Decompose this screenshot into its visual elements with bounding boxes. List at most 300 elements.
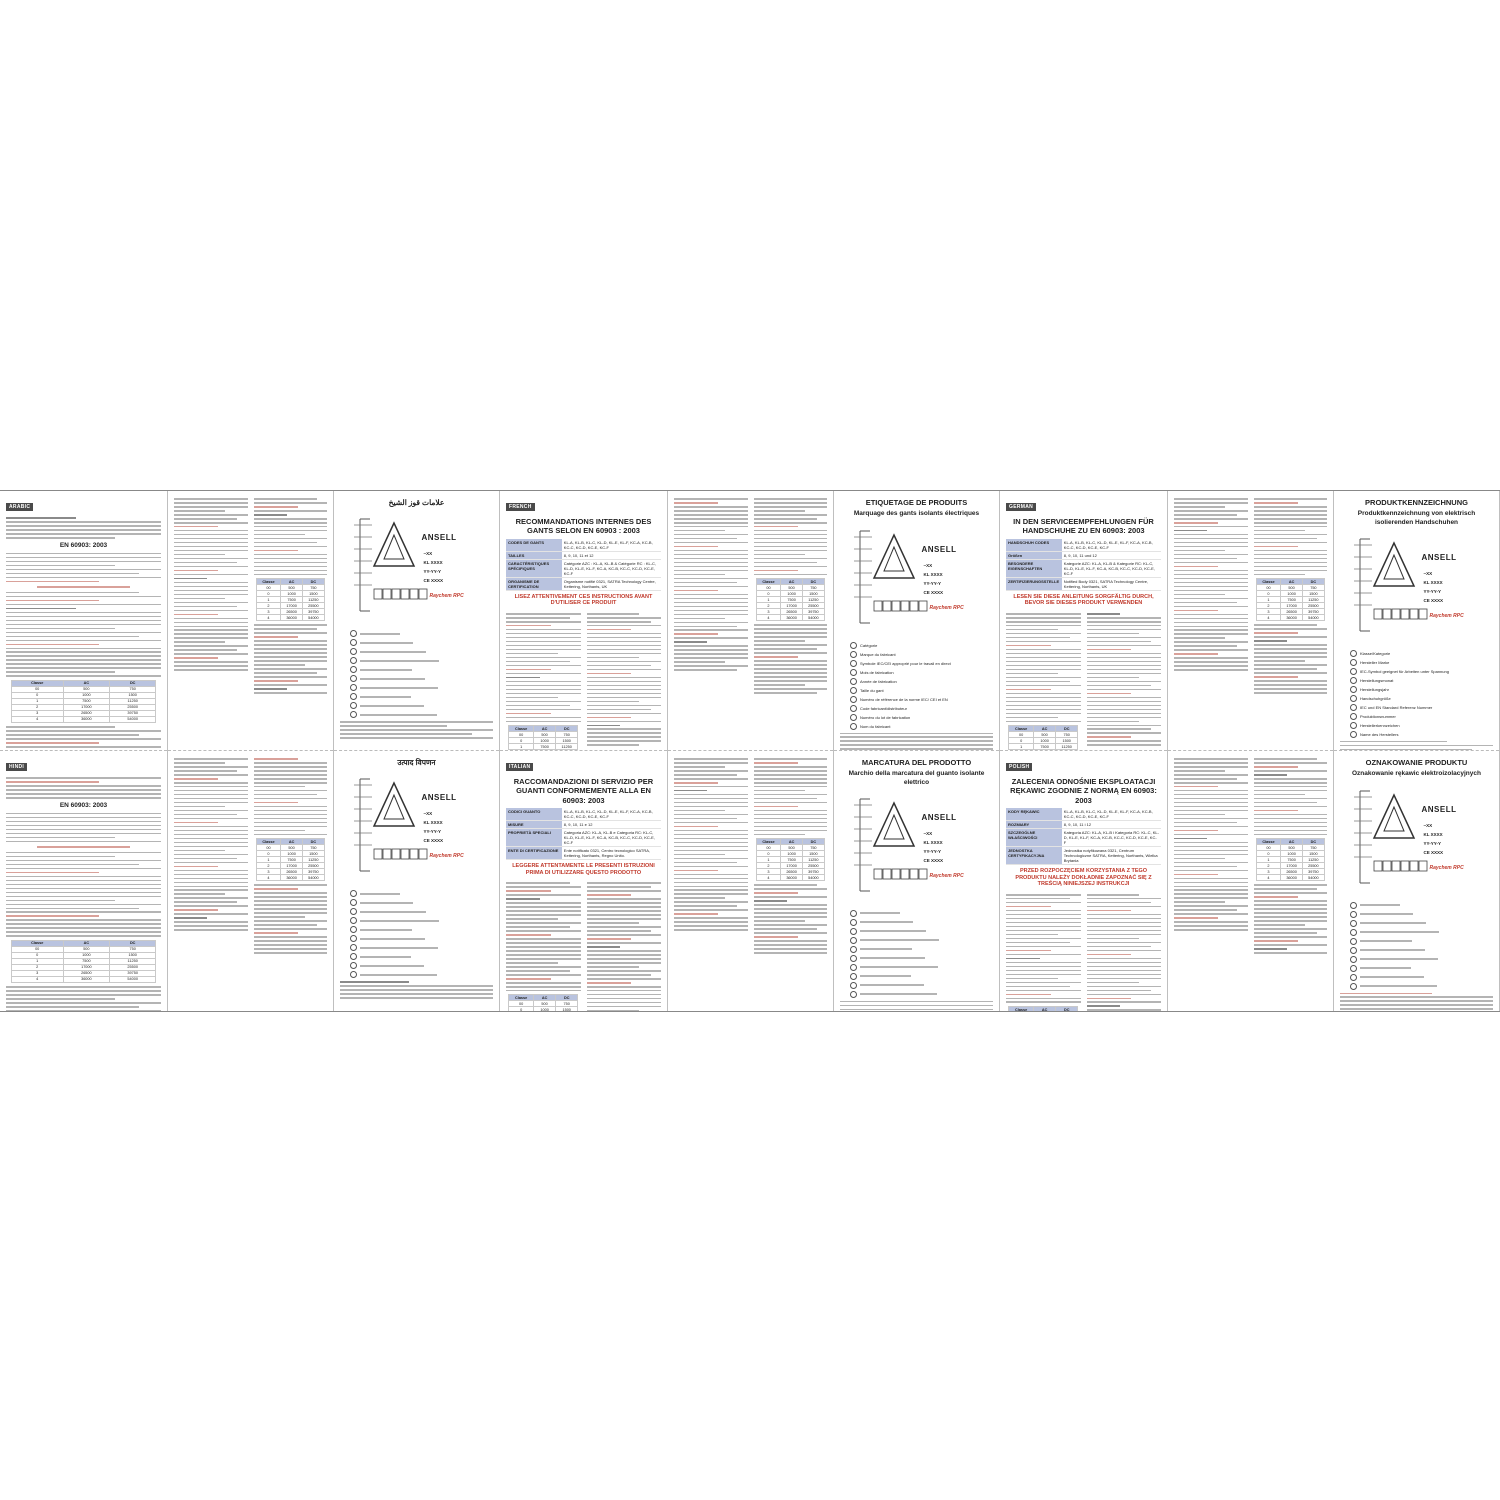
text-column	[506, 879, 581, 1011]
table-cell: 36000	[63, 716, 109, 722]
glove-label-diagram	[352, 511, 482, 626]
text-line	[1006, 926, 1081, 928]
legend-item	[1350, 947, 1493, 954]
text-line	[1174, 534, 1248, 536]
text-line	[1174, 798, 1248, 800]
text-line	[506, 886, 581, 888]
text-line	[174, 582, 248, 584]
text-line	[674, 866, 748, 868]
text-line	[754, 506, 828, 508]
text-line	[1006, 970, 1081, 972]
text-line	[1340, 996, 1493, 998]
table-cell: 4	[256, 615, 281, 621]
text-line	[6, 667, 161, 669]
legend-marker-icon	[350, 899, 357, 906]
text-line	[1174, 886, 1248, 888]
panel-bottom-section	[500, 751, 667, 1011]
text-line	[6, 1006, 139, 1008]
text-line	[174, 889, 248, 891]
text-line	[1174, 538, 1248, 540]
table-cell: 1	[756, 597, 781, 603]
text-line	[1087, 982, 1139, 984]
table-header: DC	[110, 680, 156, 686]
text-line	[587, 669, 662, 671]
text-line	[674, 574, 725, 576]
label-subtitle: Produktkennzeichnung von elektrisch isolierenden Handschuhen	[1357, 510, 1476, 526]
text-line	[1006, 629, 1058, 631]
text-line	[1006, 938, 1081, 940]
glove-label-diagram	[1352, 783, 1482, 898]
text-block	[6, 726, 161, 751]
label-legend	[350, 630, 493, 718]
label-drawing	[1352, 531, 1482, 646]
legend-marker-icon	[850, 937, 857, 944]
live-working-triangle-icon	[874, 803, 914, 846]
label-mark: ~XX	[923, 830, 933, 836]
text-line	[1006, 665, 1081, 667]
table-cell: 1500	[1302, 851, 1324, 857]
legend-text: Numéro de référence de la norme IEC/ CEI et EN	[860, 696, 948, 702]
legend-item	[350, 666, 493, 673]
text-line	[754, 916, 828, 918]
legend-item	[350, 935, 493, 942]
text-line	[254, 834, 328, 836]
table-cell: 2	[11, 964, 63, 970]
legend-item	[1350, 713, 1493, 720]
text-line	[1254, 664, 1328, 666]
text-line	[506, 705, 570, 707]
text-line	[174, 905, 248, 907]
text-line	[174, 925, 248, 927]
text-line	[674, 917, 748, 919]
table-cell: 3	[756, 869, 781, 875]
label-subtitle: Marchio della marcatura del guanto isolante elettrico	[848, 770, 985, 786]
table-cell: 1500	[1056, 738, 1078, 744]
text-block	[340, 721, 493, 739]
text-line	[1087, 661, 1162, 663]
text-line	[6, 797, 161, 799]
table-cell: 1000	[63, 952, 109, 958]
text-line	[1254, 644, 1328, 646]
table-cell: 0	[11, 952, 63, 958]
text-line	[1174, 901, 1225, 903]
warning-line	[37, 846, 130, 848]
text-line	[6, 561, 161, 563]
text-line	[6, 876, 161, 878]
text-line	[506, 978, 551, 980]
text-line	[1174, 629, 1248, 631]
table-row	[509, 1007, 578, 1011]
text-line	[340, 997, 493, 999]
table-cell: 1500	[302, 851, 324, 857]
text-line	[840, 1005, 993, 1007]
text-line	[1087, 689, 1162, 691]
legend-item	[1350, 902, 1493, 909]
table-cell: 500	[781, 585, 803, 591]
text-line	[1006, 721, 1081, 723]
table-cell: 1000	[1281, 591, 1303, 597]
text-line	[254, 692, 328, 694]
text-line	[754, 656, 798, 658]
table-header: DC	[802, 579, 824, 585]
text-line	[754, 526, 798, 528]
text-line	[1006, 625, 1081, 627]
text-line	[754, 546, 828, 548]
text-line	[1254, 498, 1328, 500]
text-line	[1087, 894, 1139, 896]
table-cell: 2	[1256, 863, 1281, 869]
text-line	[1174, 830, 1218, 832]
text-line	[674, 614, 748, 616]
panel-column	[168, 491, 334, 1011]
text-line	[254, 570, 328, 572]
text-line	[6, 557, 161, 559]
text-line	[254, 822, 328, 824]
text-line	[754, 664, 828, 666]
text-line	[1174, 578, 1248, 580]
table-header: AC	[534, 726, 556, 732]
text-column	[674, 755, 748, 956]
legend-item	[1350, 731, 1493, 738]
table-cell: 750	[1056, 732, 1078, 738]
legend-item	[850, 678, 993, 685]
text-line	[506, 709, 581, 711]
table-cell: 500	[534, 1001, 556, 1007]
text-line	[1174, 554, 1248, 556]
codes-row	[506, 808, 661, 821]
text-line	[1087, 693, 1132, 695]
text-line	[587, 934, 662, 936]
text-line	[674, 826, 718, 828]
legend-marker-icon	[850, 705, 857, 712]
table-cell: 54000	[110, 716, 156, 722]
table-row	[756, 875, 824, 881]
legend-marker-icon	[350, 971, 357, 978]
text-line	[1006, 681, 1070, 683]
codes-row	[1006, 847, 1161, 865]
legend-marker-icon	[850, 964, 857, 971]
text-line	[674, 878, 748, 880]
table-header: DC	[1302, 839, 1324, 845]
table-cell: 0	[11, 692, 63, 698]
text-line	[587, 966, 639, 968]
legend-marker-icon	[850, 973, 857, 980]
text-line	[674, 538, 737, 540]
legend-item	[1350, 965, 1493, 972]
legend-marker-icon	[850, 660, 857, 667]
label-mark: ~XX	[1423, 570, 1433, 576]
text-line	[506, 918, 558, 920]
table-cell: 2	[256, 863, 281, 869]
legend-item	[850, 937, 993, 944]
text-line	[1006, 685, 1081, 687]
label-mark: YY-YY-Y	[923, 580, 942, 586]
text-line	[1254, 692, 1328, 694]
table-cell: 00	[256, 845, 281, 851]
text-line	[1087, 681, 1162, 683]
table-cell: 0	[256, 591, 281, 597]
text-line	[254, 684, 328, 686]
text-line	[754, 952, 828, 954]
text-line	[754, 644, 828, 646]
text-line	[674, 786, 748, 788]
text-line	[254, 558, 328, 560]
text-line	[754, 814, 828, 816]
text-line	[174, 518, 237, 520]
text-line	[174, 546, 248, 548]
panel-top-section	[1334, 491, 1499, 751]
voltage-class-table	[11, 680, 157, 723]
text-line	[587, 894, 632, 896]
text-line	[587, 1010, 639, 1011]
text-line	[6, 738, 161, 740]
text-line	[1254, 762, 1328, 764]
text-block	[754, 498, 828, 575]
table-cell: 1500	[1302, 591, 1324, 597]
text-block	[1254, 884, 1328, 953]
text-line	[674, 514, 748, 516]
text-line	[1006, 922, 1081, 924]
text-line	[674, 897, 725, 899]
legend-marker-icon	[850, 642, 857, 649]
table-cell: 0	[1009, 738, 1034, 744]
text-line	[674, 889, 748, 891]
text-line	[1087, 946, 1151, 948]
text-line	[254, 762, 328, 764]
label-title: ETIQUETAGE DE PRODUITS	[865, 498, 968, 507]
table-header: AC	[1281, 839, 1303, 845]
text-line	[1174, 818, 1248, 820]
text-line	[506, 617, 570, 619]
text-line	[254, 782, 328, 784]
text-block	[254, 884, 328, 953]
text-line	[1174, 518, 1248, 520]
legend-item	[850, 723, 993, 730]
text-line	[1254, 798, 1328, 800]
brand-logo: ANSELL	[1421, 552, 1457, 562]
text-line	[1174, 522, 1218, 524]
text-line	[1254, 652, 1328, 654]
text-block	[1006, 613, 1081, 722]
text-line	[1174, 794, 1248, 796]
text-line	[1087, 938, 1139, 940]
text-line	[1174, 618, 1248, 620]
text-line	[754, 896, 828, 898]
text-line	[254, 896, 328, 898]
panel-bottom-section	[1334, 751, 1499, 1011]
text-block	[1174, 498, 1248, 671]
text-line	[754, 688, 828, 690]
table-cell: 2	[756, 863, 781, 869]
legend-marker-icon	[350, 711, 357, 718]
text-line	[1174, 626, 1248, 628]
text-line	[6, 868, 161, 870]
text-line	[587, 657, 639, 659]
text-line	[1254, 514, 1328, 516]
table-cell: 3	[1256, 869, 1281, 875]
text-line	[254, 534, 305, 536]
text-line	[6, 813, 161, 815]
text-line	[1087, 926, 1162, 928]
text-line	[506, 982, 581, 984]
text-line	[1087, 673, 1162, 675]
codes-key: TAILLES	[506, 551, 562, 559]
text-line	[1087, 740, 1162, 742]
text-line	[1174, 838, 1207, 840]
text-line	[1006, 898, 1070, 900]
text-line	[6, 888, 161, 890]
panel-bottom-section	[1168, 751, 1333, 1011]
text-line	[1087, 898, 1162, 900]
text-line	[174, 542, 248, 544]
text-line	[6, 517, 76, 519]
text-line	[6, 777, 161, 779]
text-line	[1174, 657, 1248, 659]
codes-row	[1006, 539, 1161, 552]
legend-item	[850, 642, 993, 649]
text-line	[506, 677, 540, 679]
label-title: علامات قوز الشيخ	[388, 498, 445, 507]
legend-text: Catégorie	[860, 642, 878, 648]
text-block	[254, 624, 328, 693]
table-cell: 1	[509, 744, 534, 750]
legend-line	[860, 966, 938, 968]
text-line	[1006, 637, 1070, 639]
table-cell: 26500	[281, 869, 303, 875]
text-line	[1174, 566, 1218, 568]
text-line	[174, 590, 248, 592]
text-line	[6, 553, 161, 555]
text-line	[1254, 802, 1317, 804]
text-line	[1174, 790, 1248, 792]
text-line	[1254, 818, 1328, 820]
table-cell: 3	[1256, 609, 1281, 615]
legend-marker-icon	[1350, 677, 1357, 684]
text-line	[6, 927, 161, 929]
legend-item	[850, 919, 993, 926]
text-line	[506, 657, 581, 659]
text-line	[754, 798, 817, 800]
text-line	[174, 846, 248, 848]
text-line	[1087, 744, 1162, 746]
text-line	[754, 632, 828, 634]
table-cell: 7500	[281, 857, 303, 863]
text-line	[587, 637, 662, 639]
legend-item	[1350, 911, 1493, 918]
text-line	[1174, 653, 1218, 655]
warning-heading: LEGGERE ATTENTAMENTE LE PRESENTI ISTRUZIONI PRIMA DI UTILIZZARE QUESTO PRODOTTO	[512, 863, 655, 876]
text-line	[1006, 934, 1058, 936]
table-cell: 17000	[781, 863, 803, 869]
text-line	[754, 774, 828, 776]
legend-marker-icon	[850, 928, 857, 935]
text-line	[174, 826, 248, 828]
table-cell: 00	[1256, 845, 1281, 851]
legend-line	[860, 975, 911, 977]
table-cell: 54000	[802, 875, 824, 881]
text-line	[1254, 834, 1328, 836]
text-line	[674, 925, 748, 927]
text-column	[754, 495, 828, 696]
panel-title: IN DEN SERVICEEMPFEHLUNGEN FÜR HANDSCHUHE ZU EN 60903: 2003	[1013, 517, 1154, 536]
text-line	[1087, 736, 1132, 738]
codes-value: Jednostka notyfikowana 0321, Centrum Technologiczne SATRA, Kettering, Northants, Wielka Brytania	[1062, 847, 1161, 865]
text-line	[754, 510, 805, 512]
text-line	[1254, 924, 1305, 926]
text-line	[1174, 858, 1225, 860]
text-line	[1087, 685, 1151, 687]
text-line	[754, 778, 828, 780]
legend-text: IEC-Symbol geeignet für Arbeiten unter Spannung	[1360, 668, 1449, 674]
table-cell: 750	[1302, 585, 1324, 591]
text-line	[674, 518, 748, 520]
codes-row	[1006, 559, 1161, 577]
text-line	[174, 598, 225, 600]
text-line	[174, 810, 248, 812]
table-cell: 1	[756, 857, 781, 863]
text-block	[6, 517, 161, 539]
text-line	[254, 920, 328, 922]
text-line	[587, 974, 651, 976]
text-line	[674, 578, 748, 580]
instruction-sheet	[0, 490, 1500, 1012]
text-line	[674, 550, 748, 552]
label-title: PRODUKTKENNZEICHNUNG	[1365, 498, 1468, 507]
text-line	[174, 649, 237, 651]
codes-key: ROZMIARY	[1006, 821, 1062, 829]
text-line	[6, 651, 161, 653]
text-line	[674, 810, 725, 812]
text-column	[674, 495, 748, 696]
text-line	[674, 629, 748, 631]
codes-value: 8, 9, 10, 11 i 12	[1062, 821, 1161, 829]
legend-text: Numéro du lot de fabrication	[860, 714, 911, 720]
text-line	[1254, 794, 1305, 796]
text-line	[174, 665, 248, 667]
text-line	[506, 641, 581, 643]
language-tag: HINDI	[6, 763, 27, 771]
text-line	[674, 901, 748, 903]
legend-line	[1360, 913, 1413, 915]
two-column-text	[1174, 495, 1327, 696]
text-line	[174, 893, 225, 895]
legend-item	[850, 660, 993, 667]
text-line	[1087, 950, 1162, 952]
text-line	[1254, 952, 1328, 954]
text-line	[1254, 782, 1328, 784]
text-line	[1006, 918, 1081, 920]
text-line	[506, 693, 581, 695]
table-header: DC	[1302, 579, 1324, 585]
text-line	[1340, 1004, 1493, 1006]
table-cell: 500	[534, 732, 556, 738]
table-cell: 750	[556, 732, 578, 738]
table-cell: 25500	[802, 603, 824, 609]
table-header: DC	[556, 995, 578, 1001]
text-line	[1174, 661, 1248, 663]
table-cell: 11250	[1302, 597, 1324, 603]
text-line	[674, 774, 737, 776]
text-line	[6, 904, 161, 906]
text-line	[587, 721, 662, 723]
text-line	[674, 854, 725, 856]
text-line	[1340, 741, 1447, 743]
text-line	[174, 901, 237, 903]
text-line	[174, 629, 248, 631]
text-line	[754, 810, 828, 812]
text-line	[1174, 774, 1248, 776]
text-column	[254, 495, 328, 696]
